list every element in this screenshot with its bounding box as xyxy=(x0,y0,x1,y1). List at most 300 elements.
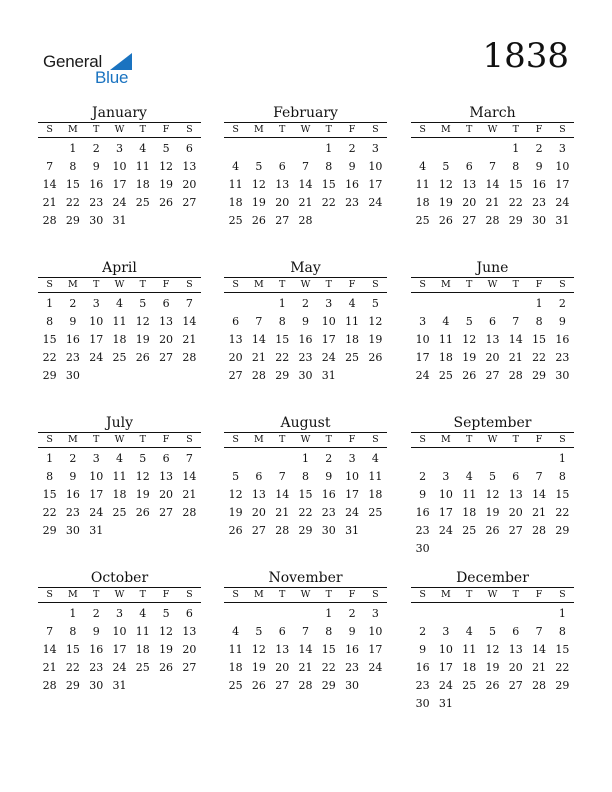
day-cell: 24 xyxy=(321,351,336,365)
weekday-label: F xyxy=(348,124,356,135)
day-empty xyxy=(411,140,434,158)
weekday-label: T xyxy=(325,124,332,135)
day-cell: 20 xyxy=(508,506,523,520)
day-cell: 25 xyxy=(368,506,383,520)
weekday-label: T xyxy=(139,124,146,135)
weekday-label: T xyxy=(139,279,146,290)
day-cell: 9 xyxy=(348,625,356,639)
day-cell: 3 xyxy=(442,625,450,639)
day-cell: 21 xyxy=(42,196,57,210)
weekday-label: T xyxy=(279,279,286,290)
day-empty xyxy=(458,295,481,313)
day-empty xyxy=(481,450,504,468)
day-grid xyxy=(38,450,201,540)
day-cell: 13 xyxy=(508,643,523,657)
weekday-label: S xyxy=(46,279,53,290)
day-cell: 13 xyxy=(228,333,243,347)
day-cell: 4 xyxy=(348,297,356,310)
day-cell: 29 xyxy=(321,679,336,693)
weekday-label: S xyxy=(186,124,193,135)
day-empty xyxy=(247,295,270,313)
month-rule-bottom xyxy=(38,292,201,293)
day-cell: 26 xyxy=(485,679,500,693)
day-cell: 12 xyxy=(485,643,500,657)
weekday-header xyxy=(224,588,387,602)
day-cell: 10 xyxy=(415,333,430,347)
day-empty xyxy=(271,140,294,158)
day-cell: 25 xyxy=(228,214,243,228)
day-cell: 6 xyxy=(278,160,286,174)
day-cell: 21 xyxy=(532,661,547,675)
day-cell: 23 xyxy=(345,661,360,675)
day-cell: 29 xyxy=(298,524,313,538)
day-cell: 4 xyxy=(139,142,147,155)
day-cell: 21 xyxy=(298,196,313,210)
day-cell: 24 xyxy=(438,679,453,693)
day-cell: 7 xyxy=(488,160,496,174)
day-empty xyxy=(481,605,504,623)
day-cell: 10 xyxy=(438,488,453,502)
month-rule-bottom xyxy=(411,447,574,448)
weekday-label: W xyxy=(487,589,498,600)
day-cell: 8 xyxy=(512,160,520,174)
weekday-header xyxy=(411,588,574,602)
weekday-label: S xyxy=(419,589,426,600)
day-cell: 20 xyxy=(182,643,197,657)
day-cell: 25 xyxy=(228,679,243,693)
day-cell: 10 xyxy=(112,160,127,174)
day-cell: 26 xyxy=(228,524,243,538)
day-empty xyxy=(247,140,270,158)
month-rule-bottom xyxy=(411,292,574,293)
day-cell: 19 xyxy=(159,643,174,657)
day-cell: 25 xyxy=(462,524,477,538)
day-empty xyxy=(247,605,270,623)
weekday-label: S xyxy=(559,434,566,445)
month-september xyxy=(411,415,574,559)
month-rule-bottom xyxy=(411,137,574,138)
day-cell: 24 xyxy=(415,369,430,383)
day-cell: 18 xyxy=(438,351,453,365)
day-cell: 7 xyxy=(185,297,193,310)
day-cell: 12 xyxy=(438,178,453,192)
weekday-label: W xyxy=(300,279,311,290)
day-cell: 4 xyxy=(442,315,450,329)
day-cell: 3 xyxy=(348,452,356,465)
month-rule-bottom xyxy=(38,447,201,448)
day-cell: 11 xyxy=(112,470,127,484)
day-cell: 28 xyxy=(298,214,313,228)
day-cell: 19 xyxy=(438,196,453,210)
day-empty xyxy=(458,605,481,623)
day-cell: 6 xyxy=(162,297,170,310)
day-cell: 26 xyxy=(485,524,500,538)
day-empty xyxy=(294,140,317,158)
month-name: November xyxy=(268,570,343,586)
day-cell: 1 xyxy=(325,607,333,620)
day-cell: 13 xyxy=(485,333,500,347)
day-cell: 2 xyxy=(419,470,427,484)
weekday-label: W xyxy=(487,279,498,290)
weekday-label: W xyxy=(114,124,125,135)
month-name: February xyxy=(273,105,338,121)
day-grid xyxy=(224,605,387,695)
day-empty xyxy=(294,605,317,623)
weekday-label: W xyxy=(114,279,125,290)
day-cell: 31 xyxy=(321,369,336,383)
day-cell: 30 xyxy=(555,369,570,383)
day-cell: 14 xyxy=(298,643,313,657)
month-november xyxy=(224,570,387,695)
day-cell: 20 xyxy=(159,333,174,347)
day-empty xyxy=(224,605,247,623)
day-cell: 22 xyxy=(321,661,336,675)
day-cell: 10 xyxy=(368,160,383,174)
day-cell: 30 xyxy=(298,369,313,383)
day-cell: 1 xyxy=(69,607,77,620)
day-cell: 15 xyxy=(65,643,80,657)
day-cell: 29 xyxy=(555,524,570,538)
weekday-label: F xyxy=(348,279,356,290)
day-cell: 8 xyxy=(46,470,54,484)
day-cell: 27 xyxy=(182,661,197,675)
day-grid xyxy=(38,295,201,385)
day-cell: 15 xyxy=(42,488,57,502)
day-cell: 23 xyxy=(321,506,336,520)
day-cell: 14 xyxy=(251,333,266,347)
day-cell: 28 xyxy=(508,369,523,383)
day-cell: 5 xyxy=(488,625,496,639)
weekday-header xyxy=(411,123,574,137)
day-cell: 27 xyxy=(508,679,523,693)
day-cell: 3 xyxy=(442,470,450,484)
day-cell: 6 xyxy=(255,470,263,484)
day-cell: 23 xyxy=(65,351,80,365)
weekday-label: T xyxy=(512,124,519,135)
weekday-header xyxy=(411,278,574,292)
weekday-label: S xyxy=(232,124,239,135)
day-cell: 7 xyxy=(535,625,543,639)
weekday-label: S xyxy=(186,279,193,290)
logo xyxy=(43,50,143,90)
day-cell: 28 xyxy=(251,369,266,383)
weekday-label: S xyxy=(46,434,53,445)
day-cell: 11 xyxy=(368,470,383,484)
day-cell: 19 xyxy=(251,661,266,675)
day-cell: 26 xyxy=(251,214,266,228)
weekday-label: T xyxy=(325,434,332,445)
day-cell: 22 xyxy=(65,661,80,675)
day-cell: 10 xyxy=(368,625,383,639)
day-cell: 28 xyxy=(42,679,57,693)
day-cell: 22 xyxy=(42,351,57,365)
day-cell: 5 xyxy=(442,160,450,174)
day-cell: 3 xyxy=(371,142,379,155)
day-cell: 31 xyxy=(89,524,104,538)
day-grid xyxy=(224,140,387,230)
day-cell: 8 xyxy=(558,625,566,639)
day-cell: 2 xyxy=(69,297,77,310)
day-cell: 22 xyxy=(42,506,57,520)
day-cell: 14 xyxy=(532,643,547,657)
day-cell: 7 xyxy=(46,625,54,639)
day-empty xyxy=(271,450,294,468)
day-empty xyxy=(38,605,61,623)
weekday-label: T xyxy=(93,434,100,445)
day-cell: 2 xyxy=(301,297,309,310)
day-cell: 16 xyxy=(532,178,547,192)
day-cell: 20 xyxy=(228,351,243,365)
day-cell: 18 xyxy=(462,506,477,520)
month-name: October xyxy=(90,570,149,586)
day-cell: 7 xyxy=(301,625,309,639)
day-cell: 8 xyxy=(69,625,77,639)
day-cell: 5 xyxy=(139,452,147,465)
day-cell: 21 xyxy=(298,661,313,675)
day-cell: 16 xyxy=(89,178,104,192)
day-cell: 29 xyxy=(65,214,80,228)
day-cell: 17 xyxy=(89,488,104,502)
day-cell: 19 xyxy=(485,661,500,675)
day-empty xyxy=(481,295,504,313)
day-cell: 20 xyxy=(275,661,290,675)
day-cell: 20 xyxy=(159,488,174,502)
day-cell: 3 xyxy=(115,607,123,620)
day-cell: 2 xyxy=(535,142,543,155)
day-cell: 27 xyxy=(275,214,290,228)
weekday-label: T xyxy=(512,434,519,445)
day-cell: 23 xyxy=(532,196,547,210)
month-name: December xyxy=(456,570,529,586)
day-cell: 3 xyxy=(92,297,100,310)
day-empty xyxy=(481,140,504,158)
day-cell: 30 xyxy=(415,542,430,556)
day-cell: 7 xyxy=(535,470,543,484)
day-cell: 12 xyxy=(462,333,477,347)
day-cell: 19 xyxy=(228,506,243,520)
month-april xyxy=(38,260,201,385)
day-cell: 31 xyxy=(112,214,127,228)
day-cell: 5 xyxy=(255,160,263,174)
day-cell: 4 xyxy=(232,625,240,639)
day-cell: 25 xyxy=(438,369,453,383)
day-cell: 15 xyxy=(321,178,336,192)
weekday-label: S xyxy=(186,589,193,600)
day-cell: 18 xyxy=(112,488,127,502)
day-cell: 6 xyxy=(185,142,193,155)
day-cell: 14 xyxy=(275,488,290,502)
day-cell: 1 xyxy=(69,142,77,155)
day-cell: 8 xyxy=(278,315,286,329)
day-cell: 16 xyxy=(555,333,570,347)
day-cell: 4 xyxy=(139,607,147,620)
day-cell: 14 xyxy=(298,178,313,192)
weekday-header xyxy=(224,433,387,447)
day-empty xyxy=(527,450,550,468)
weekday-label: S xyxy=(232,589,239,600)
day-cell: 18 xyxy=(135,643,150,657)
day-cell: 13 xyxy=(182,160,197,174)
month-name: August xyxy=(280,415,331,431)
weekday-label: T xyxy=(466,124,473,135)
day-cell: 13 xyxy=(462,178,477,192)
weekday-label: T xyxy=(466,589,473,600)
day-cell: 9 xyxy=(558,315,566,329)
day-cell: 3 xyxy=(558,142,566,155)
day-cell: 28 xyxy=(182,506,197,520)
day-cell: 3 xyxy=(371,607,379,620)
day-cell: 30 xyxy=(65,369,80,383)
day-cell: 24 xyxy=(112,661,127,675)
day-cell: 5 xyxy=(255,625,263,639)
day-cell: 17 xyxy=(368,643,383,657)
weekday-label: T xyxy=(279,589,286,600)
day-cell: 2 xyxy=(92,607,100,620)
day-cell: 3 xyxy=(115,142,123,155)
day-cell: 29 xyxy=(42,524,57,538)
day-cell: 18 xyxy=(415,196,430,210)
day-cell: 15 xyxy=(65,178,80,192)
day-cell: 12 xyxy=(159,160,174,174)
day-cell: 6 xyxy=(278,625,286,639)
day-cell: 21 xyxy=(532,506,547,520)
day-cell: 10 xyxy=(438,643,453,657)
day-cell: 12 xyxy=(251,643,266,657)
weekday-label: W xyxy=(114,434,125,445)
day-cell: 15 xyxy=(321,643,336,657)
day-cell: 25 xyxy=(112,351,127,365)
weekday-label: F xyxy=(162,279,170,290)
weekday-header xyxy=(38,588,201,602)
weekday-label: F xyxy=(535,434,543,445)
day-cell: 16 xyxy=(321,488,336,502)
day-cell: 8 xyxy=(301,470,309,484)
day-cell: 12 xyxy=(135,315,150,329)
day-cell: 13 xyxy=(159,315,174,329)
day-cell: 21 xyxy=(182,333,197,347)
day-cell: 14 xyxy=(42,178,57,192)
weekday-label: W xyxy=(487,434,498,445)
month-rule-bottom xyxy=(411,602,574,603)
day-empty xyxy=(411,605,434,623)
day-cell: 17 xyxy=(89,333,104,347)
year-title: 1838 xyxy=(482,36,569,76)
month-rule-bottom xyxy=(224,137,387,138)
day-cell: 6 xyxy=(465,160,473,174)
day-cell: 23 xyxy=(89,196,104,210)
weekday-label: T xyxy=(325,589,332,600)
day-cell: 4 xyxy=(371,452,379,465)
day-cell: 17 xyxy=(321,333,336,347)
day-cell: 1 xyxy=(46,297,54,310)
weekday-label: S xyxy=(186,434,193,445)
day-cell: 31 xyxy=(555,214,570,228)
day-cell: 14 xyxy=(532,488,547,502)
day-cell: 15 xyxy=(555,643,570,657)
day-cell: 28 xyxy=(182,351,197,365)
month-rule-bottom xyxy=(224,292,387,293)
day-cell: 21 xyxy=(508,351,523,365)
day-cell: 16 xyxy=(65,333,80,347)
day-cell: 19 xyxy=(368,333,383,347)
logo-word-general: General xyxy=(43,52,103,71)
day-cell: 11 xyxy=(438,333,453,347)
day-cell: 30 xyxy=(89,214,104,228)
day-cell: 26 xyxy=(159,661,174,675)
weekday-header xyxy=(224,123,387,137)
day-cell: 19 xyxy=(159,178,174,192)
weekday-label: F xyxy=(535,279,543,290)
weekday-label: T xyxy=(139,434,146,445)
day-cell: 29 xyxy=(65,679,80,693)
day-cell: 7 xyxy=(278,470,286,484)
day-cell: 1 xyxy=(558,607,566,620)
day-cell: 26 xyxy=(462,369,477,383)
day-cell: 11 xyxy=(135,160,150,174)
day-cell: 9 xyxy=(348,160,356,174)
day-cell: 9 xyxy=(69,470,77,484)
day-cell: 5 xyxy=(162,142,170,155)
weekday-header xyxy=(411,433,574,447)
day-cell: 23 xyxy=(89,661,104,675)
day-cell: 13 xyxy=(275,178,290,192)
day-cell: 11 xyxy=(112,315,127,329)
day-cell: 18 xyxy=(112,333,127,347)
weekday-label: T xyxy=(93,589,100,600)
day-empty xyxy=(38,140,61,158)
day-cell: 16 xyxy=(415,506,430,520)
weekday-label: S xyxy=(419,279,426,290)
weekday-label: T xyxy=(93,124,100,135)
day-cell: 27 xyxy=(228,369,243,383)
day-cell: 11 xyxy=(228,178,243,192)
day-cell: 21 xyxy=(485,196,500,210)
day-cell: 13 xyxy=(508,488,523,502)
day-cell: 10 xyxy=(112,625,127,639)
day-cell: 30 xyxy=(89,679,104,693)
day-cell: 15 xyxy=(555,488,570,502)
day-cell: 23 xyxy=(415,679,430,693)
day-cell: 21 xyxy=(42,661,57,675)
month-name: September xyxy=(453,415,532,431)
day-cell: 20 xyxy=(485,351,500,365)
day-cell: 7 xyxy=(185,452,193,465)
weekday-label: T xyxy=(279,124,286,135)
day-cell: 29 xyxy=(508,214,523,228)
day-cell: 24 xyxy=(345,506,360,520)
day-cell: 27 xyxy=(159,351,174,365)
weekday-label: W xyxy=(300,434,311,445)
weekday-label: S xyxy=(232,434,239,445)
day-cell: 27 xyxy=(508,524,523,538)
day-cell: 26 xyxy=(159,196,174,210)
day-cell: 18 xyxy=(228,661,243,675)
day-cell: 8 xyxy=(325,625,333,639)
day-cell: 4 xyxy=(115,452,123,465)
day-cell: 17 xyxy=(112,178,127,192)
day-cell: 15 xyxy=(532,333,547,347)
day-cell: 16 xyxy=(345,178,360,192)
month-name: January xyxy=(92,105,147,121)
day-grid xyxy=(411,605,574,714)
day-cell: 19 xyxy=(251,196,266,210)
day-cell: 29 xyxy=(42,369,57,383)
day-cell: 10 xyxy=(89,470,104,484)
day-cell: 19 xyxy=(485,506,500,520)
day-cell: 28 xyxy=(275,524,290,538)
day-cell: 23 xyxy=(415,524,430,538)
day-cell: 1 xyxy=(535,297,543,310)
